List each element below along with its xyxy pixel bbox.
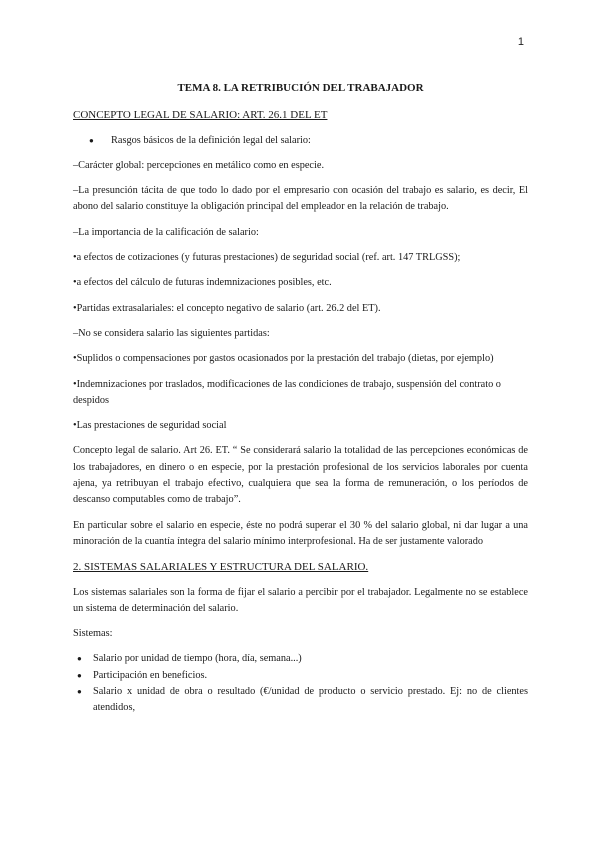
paragraph: •Partidas extrasalariales: el concepto negativo de salario (art. 26.2 del ET).: [73, 302, 381, 314]
bullet-list-intro: [73, 133, 528, 149]
paragraph: Sistemas:: [73, 628, 113, 640]
paragraph: –Carácter global: percepciones en metálico como en especie.: [73, 159, 325, 171]
paragraph: •Las prestaciones de seguridad social: [73, 420, 227, 432]
paragraph: •Indemnizaciones por traslados, modificaciones de las condiciones de trabajo, suspensión del contrato o despidos: [73, 378, 501, 406]
paragraph: •Suplidos o compensaciones por gastos ocasionados por la prestación del trabajo (dietas, por ejemplo): [73, 353, 494, 365]
list-item: ● Salario por unidad de tiempo (hora, día, semana...): [73, 651, 528, 667]
systems-list: [73, 651, 528, 716]
section-heading-1: CONCEPTO LEGAL DE SALARIO: ART. 26.1 DEL ET: [73, 109, 328, 122]
list-item: ● Salario x unidad de obra o resultado (€/unidad de producto o servicio prestado. Ej: no de clientes atendidos,: [73, 684, 528, 717]
paragraph: –La importancia de la calificación de salario:: [73, 226, 259, 238]
document-title: TEMA 8. LA RETRIBUCIÓN DEL TRABAJADOR: [177, 82, 424, 94]
paragraph: –La presunción tácita de que todo lo dado por el empresario con ocasión del trabajo es salario, es decir, El abono del salario constituye la obligación principal del empleador en la relación de trabajo.: [73, 185, 528, 213]
paragraph: –No se considera salario las siguientes partidas:: [73, 327, 270, 339]
paragraph: •a efectos del cálculo de futuras indemnizaciones posibles, etc.: [73, 277, 332, 289]
document-body: [73, 80, 528, 717]
list-item: ● Participación en beneficios.: [73, 668, 528, 684]
list-item: ● Rasgos básicos de la definición legal del salario:: [73, 133, 528, 149]
paragraph: En particular sobre el salario en especie, éste no podrá superar el 30 % del salario global, ni dar lugar a una minoración de la cuantía íntegra del salario mínimo interprofesional. Ha de ser justamente valorado: [73, 519, 528, 547]
page-number: 1: [517, 36, 524, 48]
section-heading-2: 2. SISTEMAS SALARIALES Y ESTRUCTURA DEL SALARIO.: [73, 561, 369, 574]
paragraph: Los sistemas salariales son la forma de fijar el salario a percibir por el trabajador. Legalmente no se establece un sistema de determinación del salario.: [73, 586, 528, 614]
paragraph: Concepto legal de salario. Art 26. ET. “ Se considerará salario la totalidad de las percepciones económicas de los trabajadores, en dinero o en especie, por la prestación profesional de los servicios laborales por cuenta ajena, ya retribuyan el trabajo efectivo, cualquiera que sea la forma de remuneración, o los períodos de descanso computables como de trabajo”.: [73, 445, 528, 506]
paragraph: •a efectos de cotizaciones (y futuras prestaciones) de seguridad social (ref. art. 147 TRLGSS);: [73, 252, 461, 264]
